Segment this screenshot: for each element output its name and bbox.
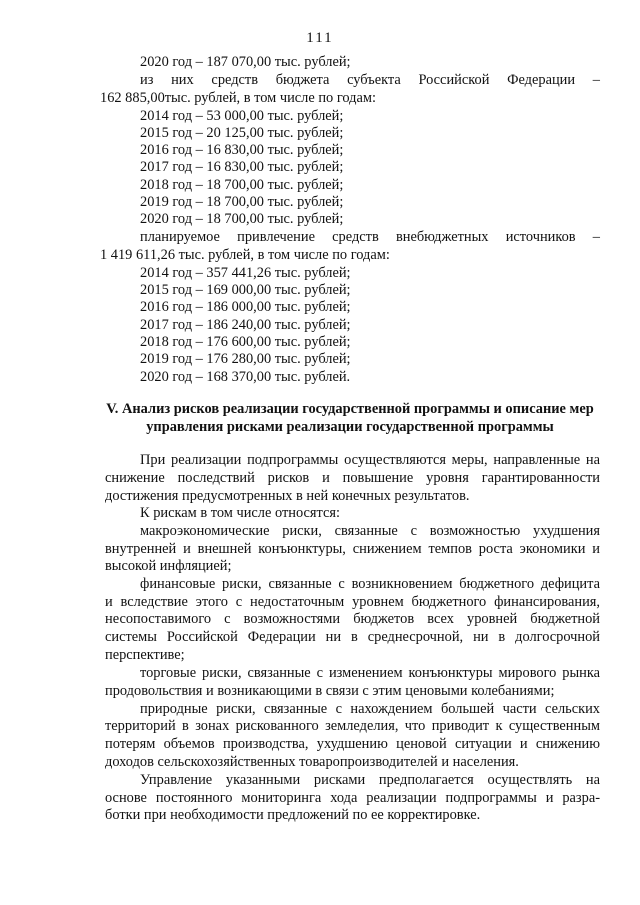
paragraph-line: При реализации подпрограммы осуществляются меры, направленные на bbox=[140, 452, 600, 468]
paragraph-line: потерям объемов производства, ухудшению ценовой ситуации и снижению bbox=[105, 736, 600, 752]
paragraph-line: высокой инфляцией; bbox=[105, 558, 232, 574]
extra-budget-total: 1 419 611,26 тыс. рублей, в том числе по годам: bbox=[100, 247, 390, 263]
paragraph-line: основе постоянного мониторинга хода реализации подпрограммы и разра- bbox=[105, 790, 600, 806]
paragraph-line: Управление указанными рисками предполагается осуществлять на bbox=[140, 772, 600, 788]
paragraph-line: доходов сельскохозяйственных товаропроизводителей и населения. bbox=[105, 754, 519, 770]
paragraph-line: несопоставимого с возможностями бюджетов всех уровней бюджетной bbox=[105, 611, 600, 627]
subject-budget-year-line: 2015 год – 20 125,00 тыс. рублей; bbox=[140, 125, 344, 141]
subject-budget-intro: из них средств бюджета субъекта Российской Федерации – bbox=[140, 72, 600, 88]
paragraph-line: снижение последствий рисков и повышение уровня гарантированности bbox=[105, 470, 600, 486]
extra-budget-year-line: 2019 год – 176 280,00 тыс. рублей; bbox=[140, 351, 351, 367]
extra-budget-year-line: 2017 год – 186 240,00 тыс. рублей; bbox=[140, 317, 351, 333]
extra-budget-year-line: 2020 год – 168 370,00 тыс. рублей. bbox=[140, 369, 351, 385]
paragraph-line: и вследствие этого с недостаточным уровнем бюджетного финансирования, bbox=[105, 594, 600, 610]
paragraph-line: торговые риски, связанные с изменением конъюнктуры мирового рынка bbox=[140, 665, 600, 681]
page-number: 111 bbox=[306, 30, 334, 46]
extra-budget-year-line: 2018 год – 176 600,00 тыс. рублей; bbox=[140, 334, 351, 350]
extra-budget-year-line: 2016 год – 186 000,00 тыс. рублей; bbox=[140, 299, 351, 315]
extra-budget-year-line: 2015 год – 169 000,00 тыс. рублей; bbox=[140, 282, 351, 298]
paragraph-line: макроэкономические риски, связанные с возможностью ухудшения bbox=[140, 523, 600, 539]
extra-budget-intro: планируемое привлечение средств внебюджетных источников – bbox=[140, 229, 600, 245]
paragraph-line: внутренней и внешней конъюнктуры, снижением темпов роста экономики и bbox=[105, 541, 600, 557]
financing-2020-total-line: 2020 год – 187 070,00 тыс. рублей; bbox=[140, 54, 351, 70]
paragraph-line: достижения предусмотренных в ней конечных результатов. bbox=[105, 488, 470, 504]
section-heading-line1: V. Анализ рисков реализации государственной программы и описание мер bbox=[106, 401, 594, 417]
paragraph-line: ботки при необходимости предложений по ее корректировке. bbox=[105, 807, 481, 823]
paragraph-line: природные риски, связанные с нахождением большей части сельских bbox=[140, 701, 600, 717]
section-heading-line2: управления рисками реализации государственной программы bbox=[146, 419, 554, 435]
subject-budget-year-line: 2018 год – 18 700,00 тыс. рублей; bbox=[140, 177, 344, 193]
subject-budget-total: 162 885,00тыс. рублей, в том числе по годам: bbox=[100, 90, 376, 106]
subject-budget-year-line: 2016 год – 16 830,00 тыс. рублей; bbox=[140, 142, 344, 158]
subject-budget-year-line: 2014 год – 53 000,00 тыс. рублей; bbox=[140, 108, 344, 124]
extra-budget-year-line: 2014 год – 357 441,26 тыс. рублей; bbox=[140, 265, 351, 281]
subject-budget-year-line: 2020 год – 18 700,00 тыс. рублей; bbox=[140, 211, 344, 227]
paragraph-line: К рискам в том числе относятся: bbox=[140, 505, 340, 521]
paragraph-line: продовольствия и возникающими в связи с этим ценовыми колебаниями; bbox=[105, 683, 555, 699]
paragraph-line: перспективе; bbox=[105, 647, 185, 663]
subject-budget-year-line: 2017 год – 16 830,00 тыс. рублей; bbox=[140, 159, 344, 175]
paragraph-line: территорий в зонах рискованного земледелия, что приводит к существенным bbox=[105, 718, 600, 734]
paragraph-line: финансовые риски, связанные с возникновением бюджетного дефицита bbox=[140, 576, 600, 592]
paragraph-line: системы Российской Федерации ни в среднесрочной, ни в долгосрочной bbox=[105, 629, 600, 645]
subject-budget-year-line: 2019 год – 18 700,00 тыс. рублей; bbox=[140, 194, 344, 210]
